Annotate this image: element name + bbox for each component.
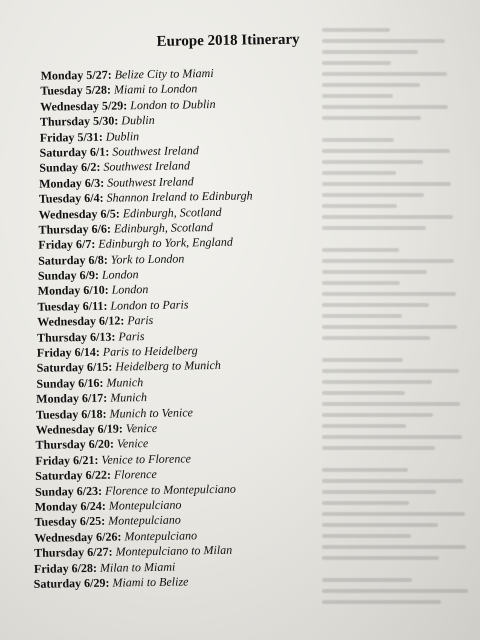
entry-destination: London to Dublin	[130, 96, 216, 113]
show-through-line	[322, 105, 448, 109]
entry-destination: Southwest Ireland	[112, 143, 199, 159]
show-through-line	[322, 501, 409, 505]
show-through-line	[322, 413, 433, 417]
entry-day: Thursday 6/27:	[34, 544, 113, 560]
entry-day: Tuesday 6/25:	[34, 514, 106, 530]
show-through-line	[322, 270, 427, 274]
entry-destination: Southwest Ireland	[107, 174, 194, 190]
entry-day: Monday 6/10:	[37, 283, 109, 299]
show-through-line	[322, 259, 454, 263]
show-through-line	[322, 171, 396, 175]
show-through-line	[322, 149, 450, 153]
entry-day: Tuesday 6/11:	[37, 298, 108, 314]
entry-destination: Miami to London	[113, 81, 198, 97]
entry-destination: York to London	[110, 251, 185, 267]
show-through-line	[322, 556, 439, 560]
show-through-line	[322, 116, 421, 120]
show-through-text	[322, 28, 472, 608]
entry-destination: London	[111, 282, 149, 298]
entry-day: Wednesday 6/5:	[38, 205, 120, 222]
entry-day: Wednesday 6/19:	[35, 421, 123, 437]
entry-destination: Shannon Ireland to Edinburgh	[106, 188, 253, 205]
entry-destination: Paris	[127, 313, 154, 328]
entry-destination: Paris	[118, 328, 145, 344]
entry-day: Monday 5/27:	[40, 67, 112, 83]
entry-day: Sunday 6/2:	[39, 160, 101, 176]
show-through-line	[322, 314, 402, 318]
entry-destination: Venice	[125, 420, 158, 436]
document-title: Europe 2018 Itinerary	[156, 31, 300, 50]
show-through-line	[322, 534, 411, 538]
entry-day: Friday 6/14:	[36, 344, 100, 360]
show-through-line	[322, 292, 456, 296]
show-through-line	[322, 72, 447, 76]
entry-day: Tuesday 5/28:	[40, 82, 112, 99]
entry-day: Monday 6/17:	[36, 390, 108, 406]
entry-destination: Paris to Heidelberg	[102, 343, 198, 359]
show-through-line	[322, 50, 418, 54]
entry-destination: Dublin	[121, 113, 155, 128]
show-through-line	[322, 204, 397, 208]
entry-day: Saturday 6/22:	[35, 467, 111, 483]
entry-day: Friday 6/21:	[35, 452, 99, 468]
show-through-line	[322, 358, 403, 362]
show-through-line	[322, 281, 400, 285]
entry-day: Wednesday 6/12:	[37, 313, 125, 330]
itinerary-entry	[34, 572, 329, 592]
entry-destination: London	[101, 267, 139, 282]
entry-destination: Heidelberg to Munich	[115, 358, 221, 374]
entry-day: Saturday 6/8:	[38, 252, 108, 268]
show-through-line	[322, 193, 424, 197]
show-through-line	[322, 226, 426, 230]
show-through-line	[322, 589, 468, 593]
entry-day: Thursday 5/30:	[39, 113, 119, 129]
entry-destination: Florence to Montepulciano	[104, 481, 236, 498]
entry-day: Tuesday 6/4:	[38, 190, 104, 206]
show-through-line	[322, 215, 453, 219]
entry-destination: Southwest Ireland	[103, 158, 191, 175]
entry-day: Thursday 6/6:	[38, 221, 112, 237]
entry-day: Sunday 6/23:	[34, 483, 103, 499]
itinerary-document	[20, 31, 329, 592]
entry-day: Friday 6/28:	[33, 560, 98, 576]
entry-destination: Munich to Venice	[109, 404, 194, 421]
show-through-line	[322, 578, 412, 582]
itinerary-list	[21, 64, 329, 592]
show-through-line	[322, 523, 438, 527]
entry-destination: Milan to Miami	[99, 559, 176, 575]
show-through-line	[322, 325, 457, 329]
show-through-line	[322, 479, 463, 483]
entry-destination: Edinburgh, Scotland	[122, 204, 222, 220]
entry-destination: Montepulciano	[108, 512, 181, 529]
entry-day: Monday 6/24:	[34, 498, 106, 514]
show-through-line	[322, 512, 465, 516]
entry-day: Wednesday 5/29:	[40, 98, 128, 114]
entry-day: Friday 5/31:	[39, 129, 103, 145]
show-through-line	[322, 336, 430, 340]
entry-day: Saturday 6/29:	[33, 575, 110, 591]
show-through-line	[322, 435, 462, 439]
entry-destination: London to Paris	[110, 297, 189, 313]
show-through-line	[322, 369, 459, 373]
entry-day: Saturday 6/15:	[36, 360, 113, 376]
entry-destination: Edinburgh, Scotland	[113, 219, 213, 236]
show-through-line	[322, 380, 432, 384]
entry-day: Sunday 6/9:	[37, 267, 100, 283]
entry-destination: Montepulciano to Milan	[115, 542, 233, 559]
entry-destination: Florence	[113, 467, 157, 482]
entry-destination: Venice to Florence	[101, 451, 192, 467]
show-through-line	[322, 402, 460, 406]
entry-day: Monday 6/3:	[39, 175, 105, 191]
show-through-line	[322, 490, 436, 494]
show-through-line	[322, 94, 393, 98]
show-through-line	[322, 138, 394, 142]
show-through-line	[322, 83, 420, 87]
show-through-line	[322, 446, 435, 450]
entry-destination: Montepulciano	[108, 497, 182, 513]
entry-destination: Dublin	[105, 128, 140, 144]
show-through-line	[322, 303, 429, 307]
show-through-line	[322, 182, 451, 186]
entry-destination: Montepulciano	[124, 528, 198, 544]
show-through-line	[322, 600, 441, 604]
entry-destination: Venice	[116, 436, 149, 451]
entry-day: Wednesday 6/26:	[34, 529, 122, 545]
entry-day: Saturday 6/1:	[39, 144, 110, 160]
entry-day: Tuesday 6/18:	[35, 406, 107, 422]
show-through-line	[322, 248, 399, 252]
show-through-line	[322, 468, 408, 472]
entry-destination: Belize City to Miami	[114, 65, 214, 82]
entry-destination: Munich	[110, 390, 148, 405]
entry-destination: Edinburgh to York, England	[98, 234, 233, 252]
entry-day: Friday 6/7:	[38, 237, 96, 253]
entry-destination: Munich	[106, 374, 144, 390]
show-through-line	[322, 545, 466, 549]
entry-day: Sunday 6/16:	[36, 375, 104, 391]
show-through-line	[322, 61, 391, 65]
show-through-line	[322, 424, 406, 428]
show-through-line	[322, 391, 405, 395]
entry-destination: Miami to Belize	[112, 574, 189, 590]
entry-day: Thursday 6/20:	[35, 436, 115, 453]
show-through-line	[322, 160, 423, 164]
entry-day: Thursday 6/13:	[36, 329, 116, 345]
